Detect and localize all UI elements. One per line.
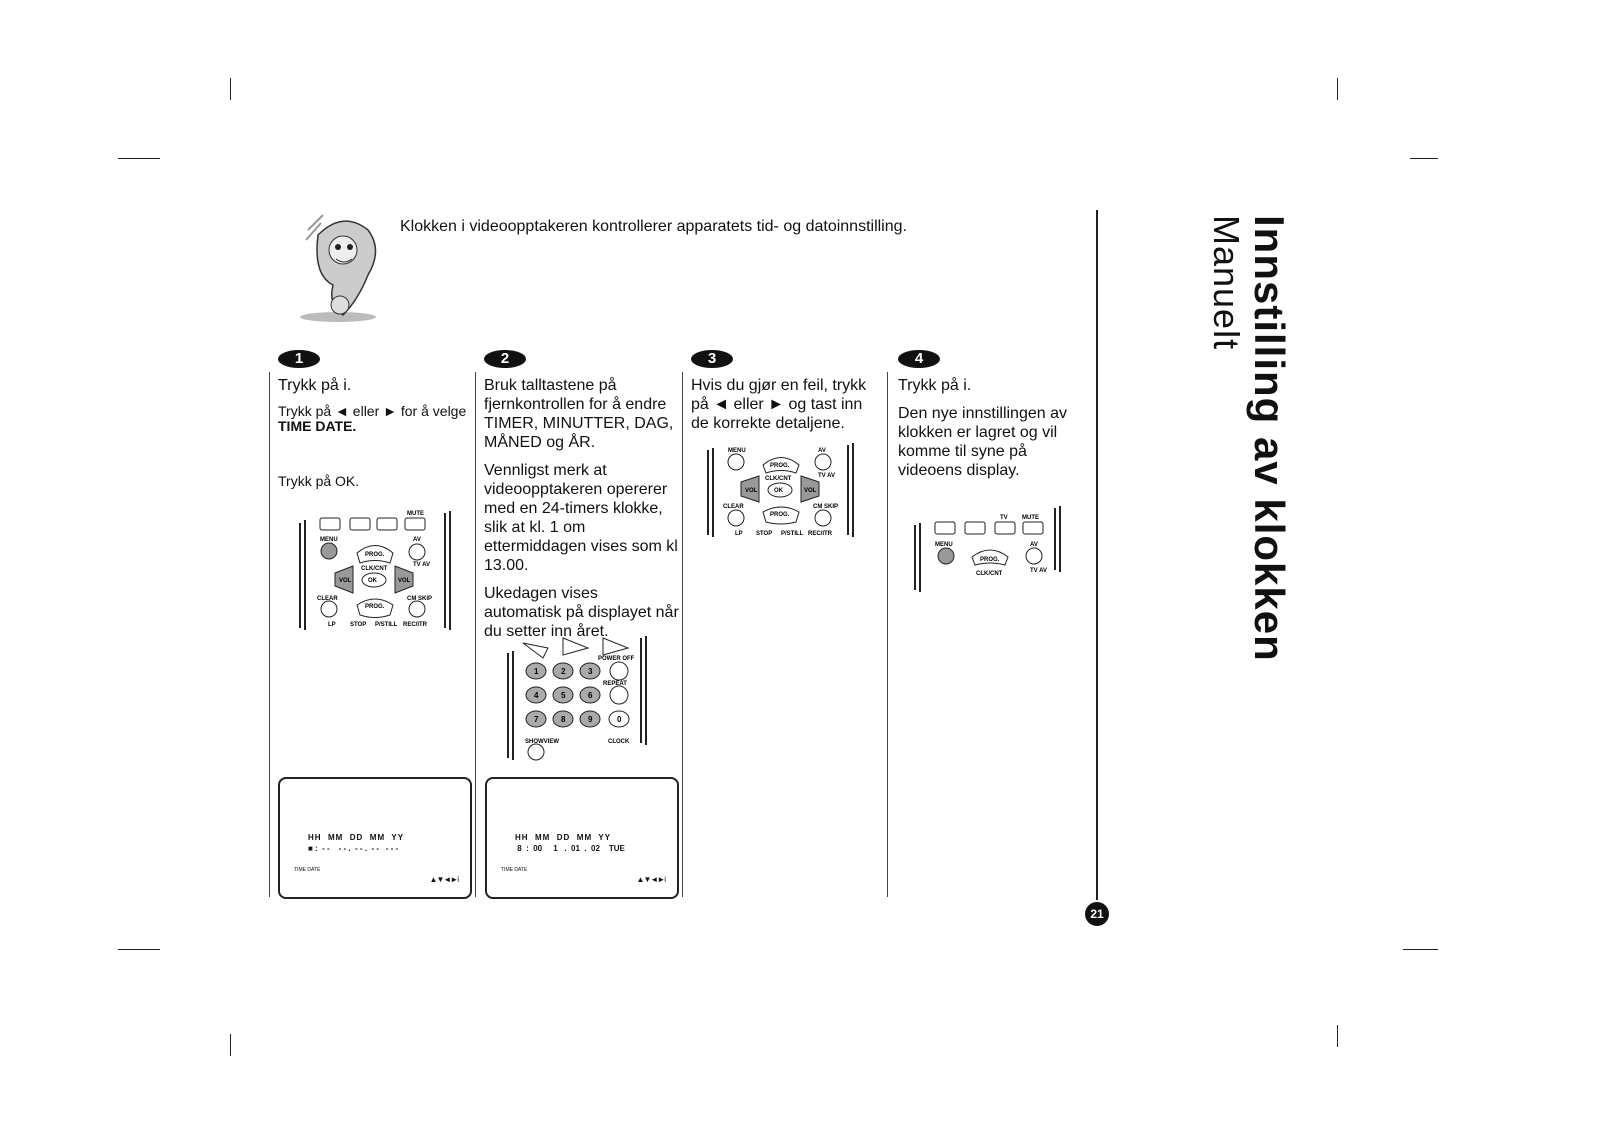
svg-text:CLK/CNT: CLK/CNT xyxy=(765,476,792,482)
keypad-key-label: 9 xyxy=(588,715,593,724)
svg-text:TV AV: TV AV xyxy=(413,562,431,568)
svg-text:MENU: MENU xyxy=(728,448,746,454)
step-4 xyxy=(898,350,1088,489)
keypad-key-label: 5 xyxy=(561,691,566,700)
step-3-p1: Hvis du gjør en feil, trykk på ◄ eller ► og tast inn de korrekte detaljene. xyxy=(691,377,867,432)
step-number: 3 xyxy=(691,350,733,368)
svg-text:REPEAT: REPEAT xyxy=(603,681,627,687)
screen-menu-label: TIME DATE xyxy=(294,867,321,873)
screen-header: HH MM DD MM YY xyxy=(515,833,612,842)
remote-illustration-3 xyxy=(703,440,863,540)
svg-text:OK: OK xyxy=(774,488,783,494)
step-1 xyxy=(278,350,478,489)
step-1-line2: Trykk på ◄ eller ► for å velge xyxy=(278,403,467,419)
svg-text:CLEAR: CLEAR xyxy=(723,504,744,510)
keypad-key-label: 6 xyxy=(588,691,593,700)
page-title: Innstilling av klokken xyxy=(1246,215,1293,662)
svg-text:REC/ITR: REC/ITR xyxy=(808,531,832,537)
tv-screen-2 xyxy=(485,777,679,899)
svg-text:AV: AV xyxy=(413,537,421,543)
svg-text:VOL: VOL xyxy=(339,578,352,584)
keypad-key-label: 3 xyxy=(588,667,593,676)
step-4-p2: Den nye innstillingen av klokken er lagret og vil komme til syne på videoens display. xyxy=(898,405,1067,479)
step-2-p1: Bruk talltastene på fjernkontrollen for å endre TIMER, MINUTTER, DAG, MÅNED og ÅR. xyxy=(484,377,674,451)
step-1-line1: Trykk på i. xyxy=(278,377,352,394)
step-number: 1 xyxy=(278,350,320,368)
svg-text:CM SKIP: CM SKIP xyxy=(407,596,433,602)
svg-text:CM SKIP: CM SKIP xyxy=(813,504,839,510)
step-4-p1: Trykk på i. xyxy=(898,377,972,394)
step-1-line2b: TIME DATE. xyxy=(278,418,357,434)
svg-text:PROG.: PROG. xyxy=(980,557,1000,563)
svg-text:AV: AV xyxy=(818,448,826,454)
page-number: 21 xyxy=(1085,902,1109,926)
mascot-illustration xyxy=(288,205,388,325)
keypad-key-label: 1 xyxy=(534,667,539,676)
step-2-p2: Vennligst merk at videoopptakeren opererer med en 24-timers klokke, slik at kl. 1 om ettermiddagen vises som kl 13.00. xyxy=(484,462,678,574)
keypad-key-label: 0 xyxy=(617,715,622,724)
svg-text:MENU: MENU xyxy=(935,542,953,548)
svg-text:REC/ITR: REC/ITR xyxy=(403,622,427,628)
svg-text:LP: LP xyxy=(735,531,743,537)
svg-text:VOL: VOL xyxy=(745,488,758,494)
svg-text:CLEAR: CLEAR xyxy=(317,596,338,602)
screen-arrows: ▲▼◄►i xyxy=(636,875,665,884)
step-number: 2 xyxy=(484,350,526,368)
svg-text:OK: OK xyxy=(368,578,377,584)
svg-text:TV AV: TV AV xyxy=(818,473,836,479)
svg-text:PROG.: PROG. xyxy=(365,604,385,610)
svg-text:MENU: MENU xyxy=(320,537,338,543)
tv-screen-1 xyxy=(278,777,472,899)
svg-text:STOP: STOP xyxy=(756,531,773,537)
svg-text:PROG.: PROG. xyxy=(770,463,790,469)
screen-header: HH MM DD MM YY xyxy=(308,833,405,842)
step-number: 4 xyxy=(898,350,940,368)
step-1-line3: Trykk på OK. xyxy=(278,473,360,489)
svg-text:PROG.: PROG. xyxy=(365,552,385,558)
svg-text:STOP: STOP xyxy=(350,622,367,628)
screen-values: ■ : - - - - . - - . - - - - - xyxy=(308,844,399,853)
remote-illustration-1 xyxy=(295,508,455,633)
screen-menu-label: TIME DATE xyxy=(501,867,528,873)
keypad-illustration xyxy=(503,633,653,763)
screen-values: 8 : 00 1 . 01 . 02 TUE xyxy=(515,844,625,853)
svg-text:TV: TV xyxy=(1000,515,1008,521)
svg-text:VOL: VOL xyxy=(804,488,817,494)
page-subtitle: Manuelt xyxy=(1206,215,1247,351)
keypad-key-label: 8 xyxy=(561,715,566,724)
keypad-key-label: 4 xyxy=(534,691,539,700)
mute-label: MUTE xyxy=(407,511,424,517)
svg-text:P/STILL: P/STILL xyxy=(375,622,398,628)
svg-text:VOL: VOL xyxy=(398,578,411,584)
svg-text:AV: AV xyxy=(1030,542,1038,548)
intro-text: Klokken i videoopptakeren kontrollerer apparatets tid- og datoinnstilling. xyxy=(400,218,907,235)
keypad-key-label: 7 xyxy=(534,715,539,724)
step-3 xyxy=(691,350,883,442)
step-2-p3: Ukedagen vises automatisk på displayet når du setter inn året. xyxy=(484,585,679,640)
remote-illustration-4 xyxy=(910,505,1070,595)
svg-text:CLK/CNT: CLK/CNT xyxy=(976,571,1003,577)
screen-arrows: ▲▼◄►i xyxy=(429,875,458,884)
svg-text:CLOCK: CLOCK xyxy=(608,739,630,745)
svg-text:POWER OFF: POWER OFF xyxy=(598,656,635,662)
svg-text:P/STILL: P/STILL xyxy=(781,531,804,537)
svg-text:MUTE: MUTE xyxy=(1022,515,1039,521)
svg-text:TV AV: TV AV xyxy=(1030,568,1048,574)
keypad-key-label: 2 xyxy=(561,667,566,676)
svg-text:SHOWVIEW: SHOWVIEW xyxy=(525,739,559,745)
svg-text:LP: LP xyxy=(328,622,336,628)
svg-text:PROG.: PROG. xyxy=(770,512,790,518)
svg-text:CLK/CNT: CLK/CNT xyxy=(361,566,388,572)
step-2 xyxy=(484,350,679,650)
